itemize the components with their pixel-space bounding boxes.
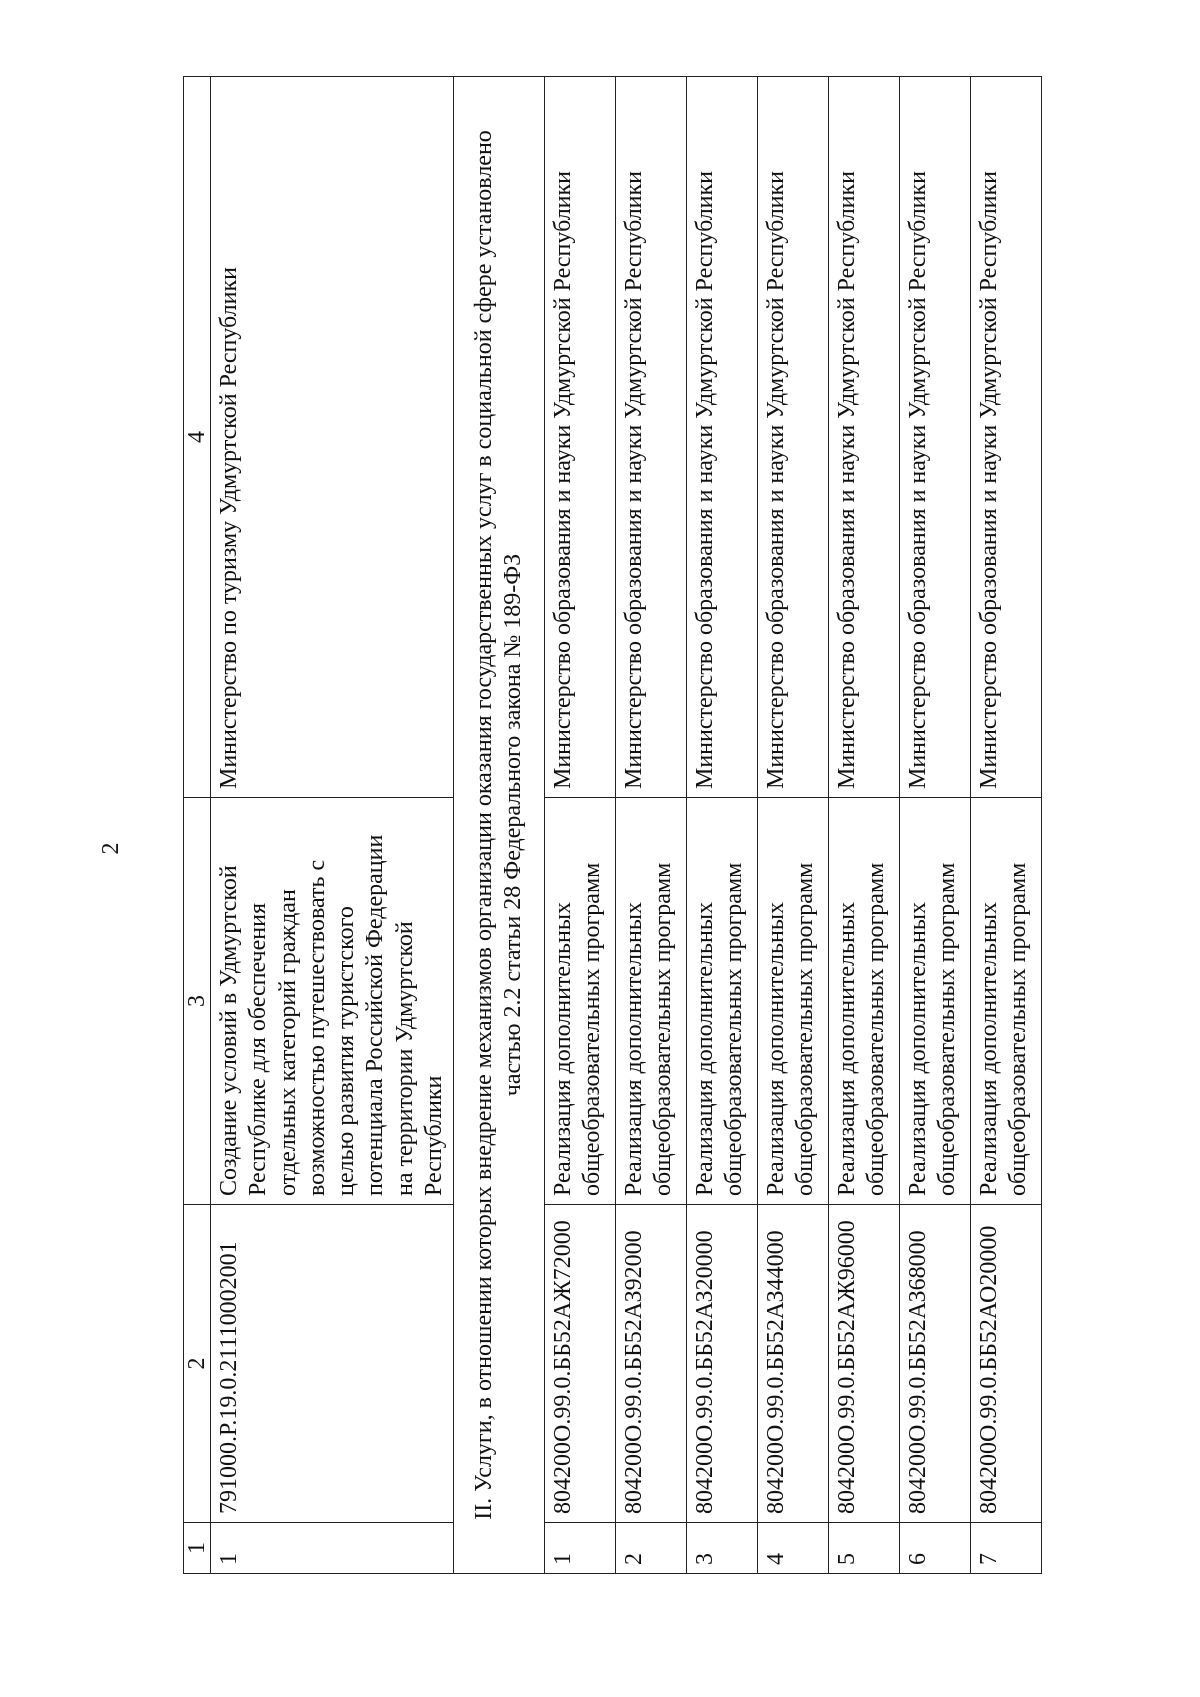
column-number-4: 4 bbox=[184, 77, 211, 798]
service-name: Реализация дополнительных общеобразовательных программ bbox=[829, 798, 900, 1205]
column-number-1: 1 bbox=[184, 1523, 211, 1574]
responsible-ministry: Министерство образования и науки Удмуртской Республики bbox=[971, 77, 1042, 798]
table-row bbox=[971, 77, 1042, 1574]
service-name: Реализация дополнительных общеобразовательных программ bbox=[687, 798, 758, 1205]
responsible-ministry: Министерство по туризму Удмуртской Республики bbox=[211, 77, 454, 798]
row-number: 4 bbox=[758, 1523, 829, 1574]
service-code: 804200О.99.0.ББ52АЗ92000 bbox=[616, 1205, 687, 1523]
service-code: 804200О.99.0.ББ52АЗ68000 bbox=[900, 1205, 971, 1523]
responsible-ministry: Министерство образования и науки Удмуртской Республики bbox=[900, 77, 971, 798]
service-name: Реализация дополнительных общеобразовательных программ bbox=[971, 798, 1042, 1205]
service-name: Реализация дополнительных общеобразовательных программ bbox=[545, 798, 616, 1205]
service-code: 804200О.99.0.ББ52АО20000 bbox=[971, 1205, 1042, 1523]
table-header-row bbox=[184, 77, 211, 1574]
row-number: 6 bbox=[900, 1523, 971, 1574]
service-code: 804200О.99.0.ББ52АЗ20000 bbox=[687, 1205, 758, 1523]
table-row bbox=[829, 77, 900, 1574]
table-row bbox=[758, 77, 829, 1574]
row-number: 7 bbox=[971, 1523, 1042, 1574]
service-code: 804200О.99.0.ББ52АЖ96000 bbox=[829, 1205, 900, 1523]
service-name: Создание условий в Удмуртской Республике для обеспечения отдельных категорий граждан возможностью путешествовать с целью развития туристского потенциала Российской Федерации на территории Удмуртской Республики bbox=[211, 798, 454, 1205]
table-row bbox=[545, 77, 616, 1574]
services-table bbox=[183, 76, 1042, 1574]
row-number: 1 bbox=[545, 1523, 616, 1574]
column-number-3: 3 bbox=[184, 798, 211, 1205]
service-name: Реализация дополнительных общеобразовательных программ bbox=[758, 798, 829, 1205]
table-row bbox=[900, 77, 971, 1574]
service-code: 804200О.99.0.ББ52АЗ44000 bbox=[758, 1205, 829, 1523]
column-number-2: 2 bbox=[184, 1205, 211, 1523]
row-number: 1 bbox=[211, 1523, 454, 1574]
service-code: 804200О.99.0.ББ52АЖ72000 bbox=[545, 1205, 616, 1523]
section-heading-row bbox=[454, 77, 545, 1574]
section-title: II. Услуги, в отношении которых внедрение механизмов организации оказания государственных услуг в социальной сфере установлено частью 2.2 статьи 28 Федерального закона № 189-ФЗ bbox=[454, 77, 545, 1574]
service-code: 791000.Р.19.0.21110002001 bbox=[211, 1205, 454, 1523]
responsible-ministry: Министерство образования и науки Удмуртской Республики bbox=[687, 77, 758, 798]
responsible-ministry: Министерство образования и науки Удмуртской Республики bbox=[829, 77, 900, 798]
responsible-ministry: Министерство образования и науки Удмуртской Республики bbox=[758, 77, 829, 798]
row-number: 3 bbox=[687, 1523, 758, 1574]
page-number: 2 bbox=[98, 842, 124, 855]
table-row bbox=[616, 77, 687, 1574]
service-name: Реализация дополнительных общеобразовательных программ bbox=[616, 798, 687, 1205]
row-number: 5 bbox=[829, 1523, 900, 1574]
table-row bbox=[687, 77, 758, 1574]
table-row bbox=[211, 77, 454, 1574]
service-name: Реализация дополнительных общеобразовательных программ bbox=[900, 798, 971, 1205]
row-number: 2 bbox=[616, 1523, 687, 1574]
responsible-ministry: Министерство образования и науки Удмуртской Республики bbox=[616, 77, 687, 798]
responsible-ministry: Министерство образования и науки Удмуртской Республики bbox=[545, 77, 616, 798]
